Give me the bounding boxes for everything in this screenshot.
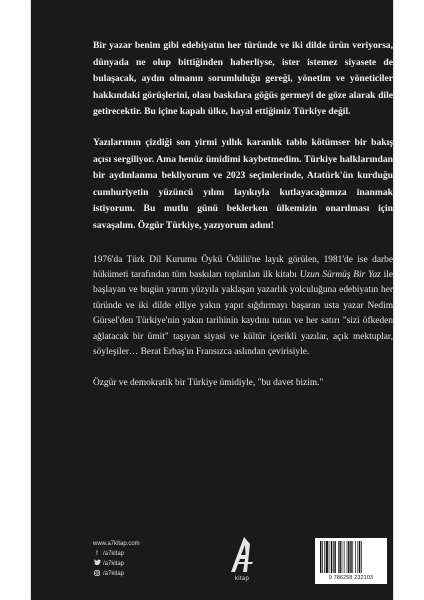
publisher-logo	[223, 534, 261, 586]
facebook-icon: f	[96, 550, 98, 557]
back-cover	[31, 0, 393, 600]
description-paragraph	[93, 253, 393, 361]
text-column	[93, 38, 393, 401]
intro-paragraph-1: Bir yazar benim gibi edebiyatın her türünde ve iki dilde ürün veriyorsa, dünyada ne olup bittiğinden haberliyse, ister istemez siyasete de bulaşacak, aydın olmanın sorumluluğu gereği, yönetim ve yöneticiler hakkındaki görüşlerini, olası baskılara göğüs germeyi de göze alarak dile getirecektir. Bu içine kapalı ülke, hayal ettiğimiz Türkiye değil.	[93, 40, 393, 118]
twitter-row[interactable]	[93, 559, 140, 570]
social-links	[93, 540, 140, 580]
isbn-number: 9 786258 232103	[328, 575, 374, 581]
closing-line: Özgür ve demokratik bir Türkiye ümidiyle, "bu davet bizim."	[93, 378, 324, 389]
intro-paragraph-2: Yazılarımın çizdiği son yirmi yıllık karanlık tablo kötümser bir bakış açısı sergiliyor. Ama henüz ümidimi kaybetmedim. Türkiye halklarından bir aydınlanma bekliyorum ve 2023 seçimlerinde, Atatürk'ün kurduğu cumhuriyetin yüzüncü yılını layıkıyla kutlayacağımıza inanmak istiyorum. Bu mutlu günü beklerken ülkemizin onarılması için savaşalım. Özgür Türkiye, yazıyorum adını!	[93, 136, 393, 231]
facebook-row[interactable]	[93, 550, 140, 560]
description-before-title: 1976'da Türk Dil Kurumu Öykü Ödülü'ne layık görülen, 1981'de ise darbe hükümeti tarafından tüm baskıları toplatılan ilk kitabı	[93, 254, 393, 280]
footer	[93, 530, 393, 590]
instagram-row[interactable]	[93, 570, 140, 581]
book-title-italic: Uzun Sürmüş Bir Yaz	[299, 269, 381, 280]
instagram-icon	[93, 570, 101, 581]
website-row[interactable]	[93, 540, 140, 550]
instagram-handle: /a7kitap	[103, 571, 125, 577]
website-text: www.a7kitap.com	[93, 541, 140, 547]
twitter-handle: /a7kitap	[103, 560, 125, 567]
a7-logo-icon	[223, 534, 261, 576]
barcode	[315, 538, 387, 584]
description-after-title: ile başlayan ve bugün yarım yüzyıla yaklaşan yazarlık yolculuğuna edebiyatın her türünde ve iki dilde elliye yakın yapıt sığdırmayı başaran usta yazar Nedim Gürsel'den Türkiye'nin yakın tarihinin kaydını tutan ve her satırı "sizi öfkeden ağlatacak bir ümit" taşıyan siyasi ve kültür içerikli yazılar, açık mektuplar, söyleşiler… Berat Erbaş'ın Fransızca aslından çevirisiyle.	[93, 269, 394, 357]
twitter-icon	[93, 559, 101, 570]
publisher-name: kitap	[234, 576, 250, 582]
facebook-handle: /a7kitap	[103, 550, 125, 557]
barcode-bars	[319, 541, 383, 575]
